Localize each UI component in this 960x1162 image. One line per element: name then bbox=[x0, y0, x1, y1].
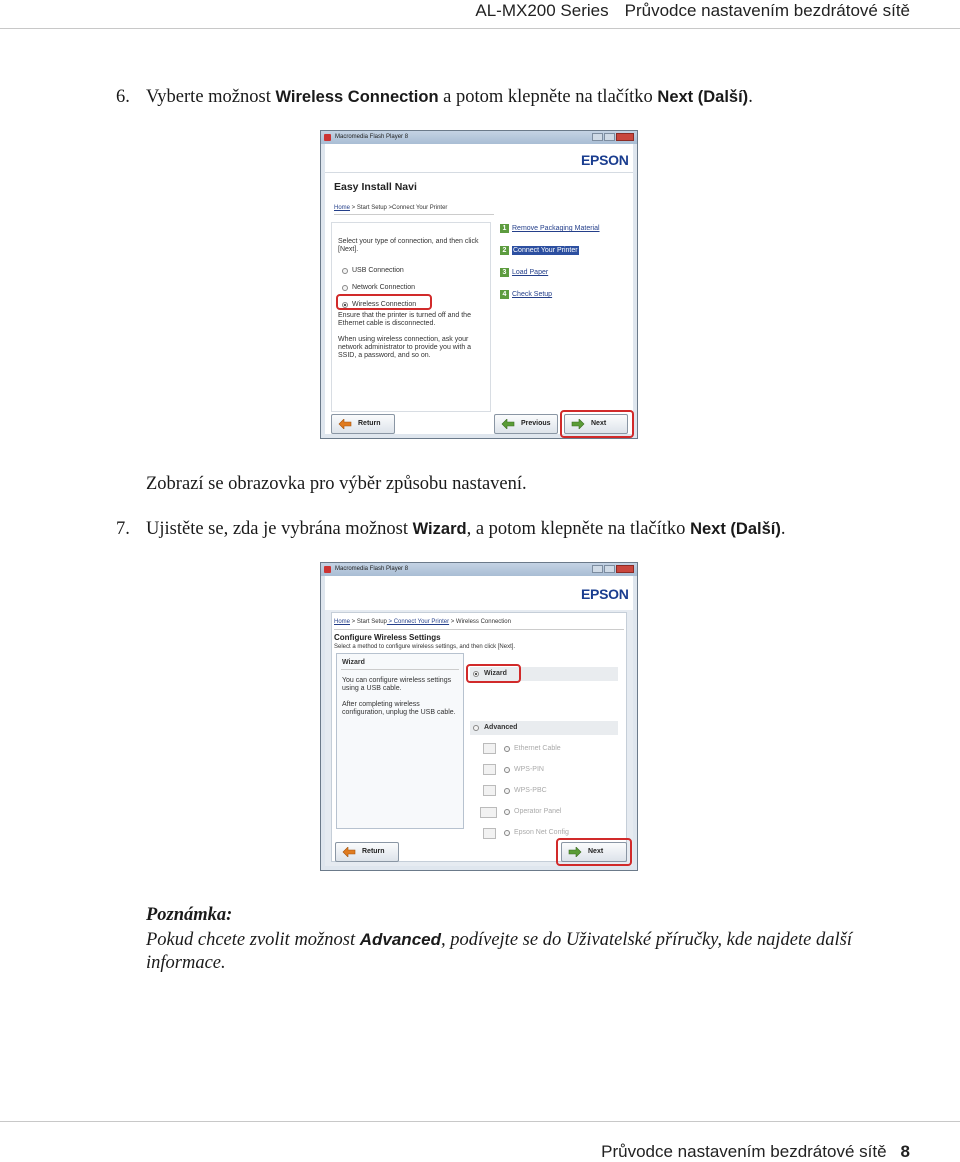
return-button[interactable] bbox=[335, 842, 399, 862]
return-arrow-icon bbox=[342, 847, 356, 857]
app-title: Easy Install Navi bbox=[334, 181, 417, 193]
app-icon bbox=[324, 134, 331, 141]
step-number: 4 bbox=[500, 290, 509, 299]
epson-logo: EPSON bbox=[581, 152, 629, 168]
window-content bbox=[325, 576, 633, 866]
header-product: AL-MX200 Series bbox=[475, 1, 609, 20]
breadcrumb-start[interactable]: > Start Setup bbox=[350, 619, 387, 625]
after-step6-text: Zobrazí se obrazovka pro výběr způsobu nastavení. bbox=[146, 474, 527, 494]
minimize-icon[interactable] bbox=[592, 133, 603, 141]
maximize-icon[interactable] bbox=[604, 565, 615, 573]
page-header bbox=[0, 0, 960, 29]
step7-t3: . bbox=[780, 519, 786, 539]
option-epson-net-config[interactable]: Epson Net Config bbox=[514, 829, 569, 836]
config-subheading: Select a method to configure wireless settings, and then click [Next]. bbox=[334, 644, 516, 650]
breadcrumb-home[interactable]: Home bbox=[334, 619, 351, 625]
wizard-label[interactable]: Wizard bbox=[484, 670, 507, 677]
step-link-load-paper[interactable]: Load Paper bbox=[512, 269, 549, 276]
breadcrumb bbox=[334, 204, 447, 213]
advanced-radio[interactable] bbox=[473, 725, 479, 731]
network-radio[interactable] bbox=[342, 285, 348, 291]
highlight-wizard bbox=[466, 664, 521, 683]
info-line: Ensure that the printer is turned off and the bbox=[338, 312, 471, 319]
epson-net-config-icon bbox=[483, 828, 496, 839]
ethernet-cable-icon bbox=[483, 743, 496, 754]
close-icon[interactable] bbox=[616, 565, 634, 573]
highlight-wireless bbox=[336, 294, 432, 310]
footer-doc-title: Průvodce nastavením bezdrátové sítě bbox=[601, 1142, 887, 1161]
step7-b1: Wizard bbox=[412, 520, 467, 538]
highlight-next bbox=[556, 838, 632, 866]
highlight-next bbox=[560, 410, 634, 438]
header-doc-title: Průvodce nastavením bezdrátové sítě bbox=[624, 1, 910, 20]
breadcrumb-divider bbox=[334, 214, 494, 215]
previous-label: Previous bbox=[521, 420, 551, 427]
divider bbox=[325, 172, 633, 173]
prompt-line1: Select your type of connection, and then click bbox=[338, 238, 479, 245]
return-label: Return bbox=[358, 420, 381, 427]
window-titlebar bbox=[321, 131, 637, 144]
step6-number: 6. bbox=[116, 87, 130, 107]
breadcrumb-current: > Wireless Connection bbox=[449, 619, 511, 625]
option-ethernet-cable[interactable]: Ethernet Cable bbox=[514, 745, 561, 752]
note-b1: Advanced bbox=[359, 930, 441, 949]
description-line: You can configure wireless settings bbox=[342, 677, 452, 684]
step6-t3: . bbox=[748, 87, 753, 107]
description-line: After completing wireless bbox=[342, 701, 420, 708]
app-icon bbox=[324, 566, 331, 573]
step6-t2: a potom klepněte na tlačítko bbox=[438, 87, 658, 107]
description-line: configuration, unplug the USB cable. bbox=[342, 709, 456, 716]
option-operator-panel[interactable]: Operator Panel bbox=[514, 808, 562, 815]
previous-button[interactable] bbox=[494, 414, 558, 434]
step-link-connect-printer[interactable]: Connect Your Printer bbox=[513, 247, 578, 254]
info-line: SSID, a password, and so on. bbox=[338, 352, 431, 359]
page-number: 8 bbox=[900, 1142, 910, 1161]
next-label: Next bbox=[591, 420, 607, 427]
content-area bbox=[331, 612, 627, 862]
ethernet-radio[interactable] bbox=[504, 746, 510, 752]
screenshot-configure-wireless bbox=[320, 562, 638, 871]
wps-pbc-radio[interactable] bbox=[504, 788, 510, 794]
info-line: When using wireless connection, ask your bbox=[338, 336, 469, 343]
wps-pin-icon bbox=[483, 764, 496, 775]
prompt-line2: [Next]. bbox=[338, 246, 359, 253]
breadcrumb bbox=[334, 618, 511, 627]
step-number: 3 bbox=[500, 268, 509, 277]
step-link-remove-packaging[interactable]: Remove Packaging Material bbox=[512, 225, 600, 232]
wps-pin-radio[interactable] bbox=[504, 767, 510, 773]
breadcrumb-connect[interactable]: > Connect Your Printer bbox=[386, 619, 450, 625]
step-link-check-setup[interactable]: Check Setup bbox=[512, 291, 553, 298]
note-t2: , podívejte se do Uživatelské příručky, kde najdete další informace. bbox=[146, 930, 852, 973]
note-t1: Pokud chcete zvolit možnost bbox=[146, 930, 360, 950]
epson-net-config-radio[interactable] bbox=[504, 830, 510, 836]
option-network[interactable]: Network Connection bbox=[352, 284, 416, 291]
window-controls bbox=[592, 133, 634, 141]
step7-t1: Ujistěte se, zda je vybrána možnost bbox=[146, 519, 413, 539]
operator-panel-icon bbox=[480, 807, 497, 818]
breadcrumb-divider bbox=[334, 629, 624, 630]
info-line: Ethernet cable is disconnected. bbox=[338, 320, 436, 327]
breadcrumb-current: >Connect Your Printer bbox=[386, 205, 448, 211]
header-text bbox=[475, 1, 910, 21]
info-line: network administrator to provide you with a bbox=[338, 344, 472, 351]
step6-b2: Next (Další) bbox=[657, 88, 749, 106]
step7-b2: Next (Další) bbox=[690, 520, 781, 538]
window-titlebar bbox=[321, 563, 637, 576]
return-arrow-icon bbox=[338, 419, 352, 429]
description-divider bbox=[341, 669, 459, 670]
minimize-icon[interactable] bbox=[592, 565, 603, 573]
operator-panel-radio[interactable] bbox=[504, 809, 510, 815]
option-wps-pbc[interactable]: WPS-PBC bbox=[514, 787, 547, 794]
epson-logo: EPSON bbox=[581, 586, 629, 602]
window-title: Macromedia Flash Player 8 bbox=[335, 566, 409, 572]
footer-text bbox=[601, 1142, 910, 1162]
option-wireless[interactable]: Wireless Connection bbox=[352, 301, 417, 308]
config-heading: Configure Wireless Settings bbox=[334, 633, 441, 642]
advanced-label[interactable]: Advanced bbox=[484, 724, 518, 731]
description-line: using a USB cable. bbox=[342, 685, 402, 692]
page-footer bbox=[0, 1121, 960, 1162]
step-number: 1 bbox=[500, 224, 509, 233]
step6-text bbox=[146, 85, 753, 109]
usb-radio[interactable] bbox=[342, 268, 348, 274]
option-usb[interactable]: USB Connection bbox=[352, 267, 404, 274]
breadcrumb-start[interactable]: > Start Setup bbox=[350, 205, 387, 211]
step6-t1: Vyberte možnost bbox=[146, 87, 276, 107]
step7-number: 7. bbox=[116, 519, 130, 539]
close-icon[interactable] bbox=[616, 133, 634, 141]
return-label: Return bbox=[362, 848, 385, 855]
return-button[interactable] bbox=[331, 414, 395, 434]
maximize-icon[interactable] bbox=[604, 133, 615, 141]
window-controls bbox=[592, 565, 634, 573]
description-panel bbox=[336, 653, 464, 829]
next-label: Next bbox=[588, 848, 604, 855]
breadcrumb-home[interactable]: Home bbox=[334, 205, 351, 211]
wps-pbc-icon bbox=[483, 785, 496, 796]
screenshot-easy-install-navi bbox=[320, 130, 638, 439]
option-wps-pin[interactable]: WPS-PIN bbox=[514, 766, 544, 773]
window-title: Macromedia Flash Player 8 bbox=[335, 134, 409, 140]
step7-t2: , a potom klepněte na tlačítko bbox=[466, 519, 691, 539]
step7-text bbox=[146, 517, 785, 541]
note-title: Poznámka: bbox=[146, 905, 233, 925]
step-number: 2 bbox=[500, 246, 509, 255]
connection-panel bbox=[331, 222, 491, 412]
previous-arrow-icon bbox=[501, 419, 515, 429]
description-title: Wizard bbox=[342, 659, 365, 666]
window-content bbox=[325, 144, 633, 434]
note-body bbox=[146, 928, 906, 975]
step6-b1: Wireless Connection bbox=[275, 88, 439, 106]
